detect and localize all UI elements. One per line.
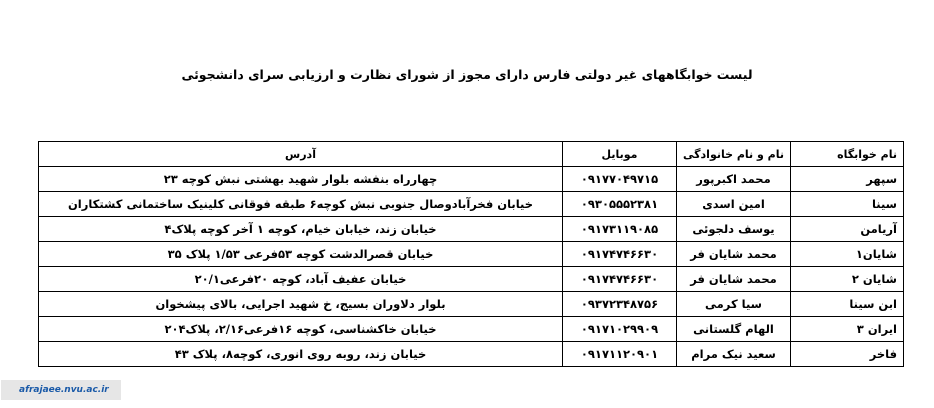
- cell-address: خیابان فخرآبادوصال جنوبی نبش کوچه۶ طبقه فوقانی کلینیک ساختمانی کشتکاران: [39, 192, 563, 217]
- cell-manager-name: امین اسدی: [677, 192, 791, 217]
- cell-address: چهارراه بنفشه بلوار شهید بهشتی نبش کوچه ۲۳: [39, 167, 563, 192]
- table-row: [39, 292, 904, 317]
- cell-manager-name: الهام گلستانی: [677, 317, 791, 342]
- cell-dorm-name: سینا: [791, 192, 904, 217]
- cell-mobile: ۰۹۱۷۱۰۲۹۹۰۹: [563, 317, 677, 342]
- header-address: آدرس: [39, 142, 563, 167]
- cell-mobile: ۰۹۳۰۵۵۵۲۳۸۱: [563, 192, 677, 217]
- cell-address: بلوار دلاوران بسیج، خ شهید اجرایی، بالای پیشخوان: [39, 292, 563, 317]
- cell-mobile: ۰۹۱۷۴۷۴۶۶۳۰: [563, 242, 677, 267]
- cell-dorm-name: شایان۱: [791, 242, 904, 267]
- cell-manager-name: یوسف دلجوئی: [677, 217, 791, 242]
- header-manager-name: نام و نام خانوادگی: [677, 142, 791, 167]
- cell-address: خیابان خاکشناسی، کوچه ۱۶فرعی۲/۱۶، پلاک۲۰۴: [39, 317, 563, 342]
- cell-manager-name: محمد شایان فر: [677, 267, 791, 292]
- cell-mobile: ۰۹۳۷۲۳۴۸۷۵۶: [563, 292, 677, 317]
- cell-manager-name: سیا کرمی: [677, 292, 791, 317]
- table-row: [39, 192, 904, 217]
- cell-mobile: ۰۹۱۷۳۱۱۹۰۸۵: [563, 217, 677, 242]
- table-row: [39, 242, 904, 267]
- cell-address: خیابان قصرالدشت کوچه ۵۳فرعی ۱/۵۳ پلاک ۳۵: [39, 242, 563, 267]
- table-body: [39, 167, 904, 367]
- cell-address: خیابان زند، روبه روی انوری، کوچه۸، پلاک ۴۳: [39, 342, 563, 367]
- cell-dorm-name: سپهر: [791, 167, 904, 192]
- cell-dorm-name: ابن سینا: [791, 292, 904, 317]
- cell-mobile: ۰۹۱۷۷۰۴۹۷۱۵: [563, 167, 677, 192]
- cell-dorm-name: ایران ۳: [791, 317, 904, 342]
- dormitory-table: [38, 141, 904, 367]
- cell-dorm-name: آریامن: [791, 217, 904, 242]
- cell-manager-name: محمد شایان فر: [677, 242, 791, 267]
- cell-dorm-name: فاخر: [791, 342, 904, 367]
- header-dorm-name: نام خوابگاه: [791, 142, 904, 167]
- table-row: [39, 267, 904, 292]
- header-mobile: موبایل: [563, 142, 677, 167]
- table-header-row: [39, 142, 904, 167]
- cell-manager-name: سعید نیک مرام: [677, 342, 791, 367]
- table-row: [39, 342, 904, 367]
- cell-mobile: ۰۹۱۷۴۷۴۶۶۳۰: [563, 267, 677, 292]
- cell-mobile: ۰۹۱۷۱۱۲۰۹۰۱: [563, 342, 677, 367]
- table-row: [39, 317, 904, 342]
- cell-address: خیابان زند، خیابان خیام، کوچه ۱ آخر کوچه پلاک۴: [39, 217, 563, 242]
- page-title: لیست خوابگاههای غیر دولتی فارس دارای مجوز از شورای نظارت و ارزیابی سرای دانشجوئی: [181, 67, 753, 82]
- cell-manager-name: محمد اکبرپور: [677, 167, 791, 192]
- table-row: [39, 167, 904, 192]
- table-row: [39, 217, 904, 242]
- site-watermark: afrajaee.nvu.ac.ir: [1, 380, 121, 400]
- cell-address: خیابان عفیف آباد، کوچه ۲۰فرعی۲۰/۱: [39, 267, 563, 292]
- cell-dorm-name: شایان ۲: [791, 267, 904, 292]
